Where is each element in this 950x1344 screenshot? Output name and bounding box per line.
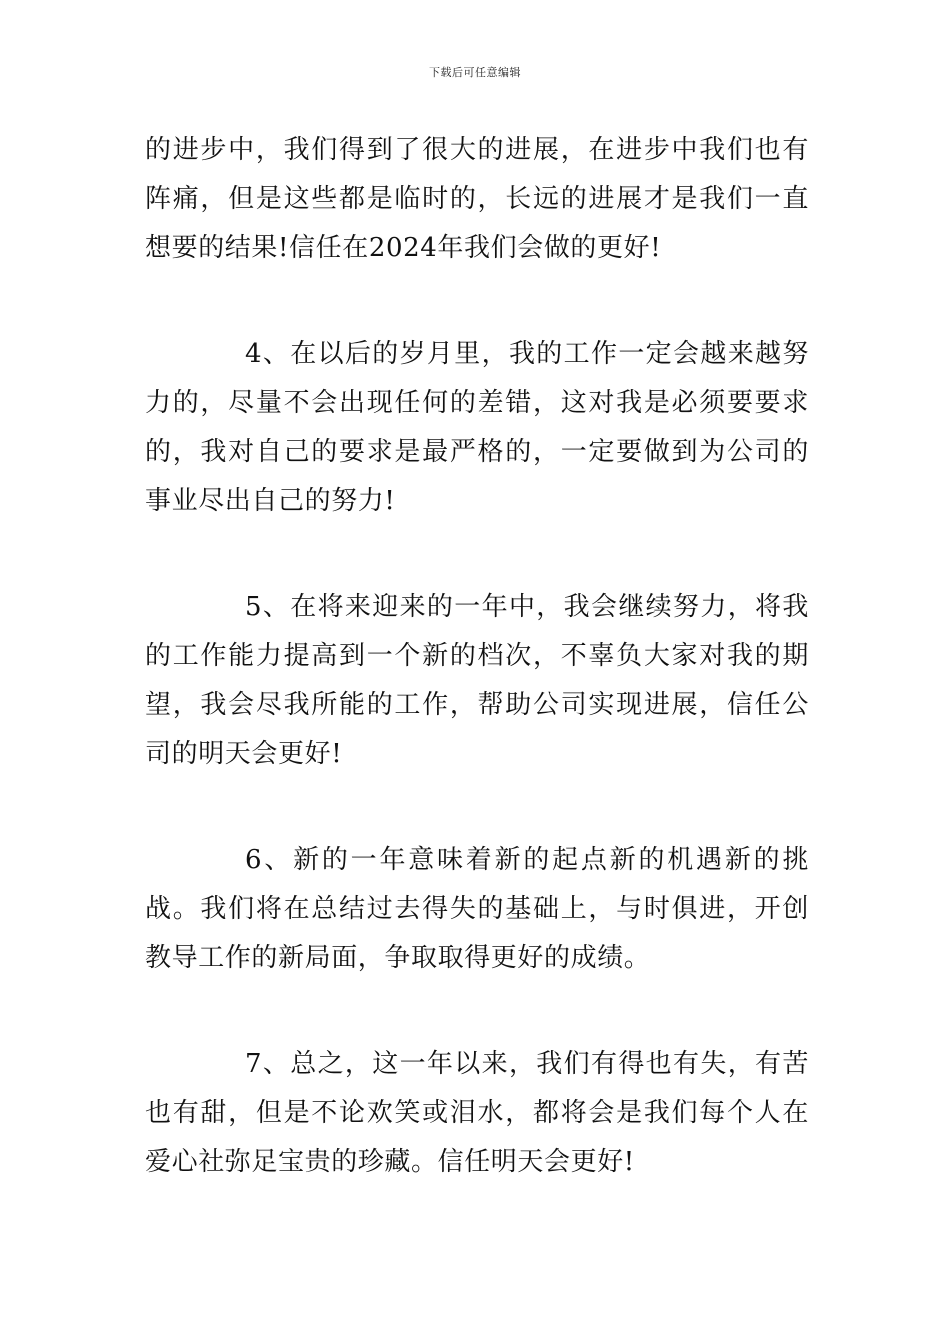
- page-header-note: 下载后可任意编辑: [429, 66, 521, 79]
- document-body: [145, 126, 809, 1187]
- paragraph-continuation: 的进步中，我们得到了很大的进展，在进步中我们也有阵痛，但是这些都是临时的，长远的进展才是我们一直想要的结果!信任在2024年我们会做的更好!: [145, 135, 809, 263]
- paragraph-item-6: 6、新的一年意味着新的起点新的机遇新的挑战。我们将在总结过去得失的基础上，与时俱进，开创教导工作的新局面，争取取得更好的成绩。: [145, 845, 809, 973]
- paragraph-item-5: 5、在将来迎来的一年中，我会继续努力，将我的工作能力提高到一个新的档次，不辜负大家对我的期望，我会尽我所能的工作，帮助公司实现进展，信任公司的明天会更好!: [145, 592, 809, 769]
- paragraph-item-7: 7、总之，这一年以来，我们有得也有失，有苦也有甜，但是不论欢笑或泪水，都将会是我们每个人在爱心社弥足宝贵的珍藏。信任明天会更好!: [145, 1049, 809, 1177]
- paragraph-item-4: 4、在以后的岁月里，我的工作一定会越来越努力的，尽量不会出现任何的差错，这对我是必须要要求的，我对自己的要求是最严格的，一定要做到为公司的事业尽出自己的努力!: [145, 339, 809, 516]
